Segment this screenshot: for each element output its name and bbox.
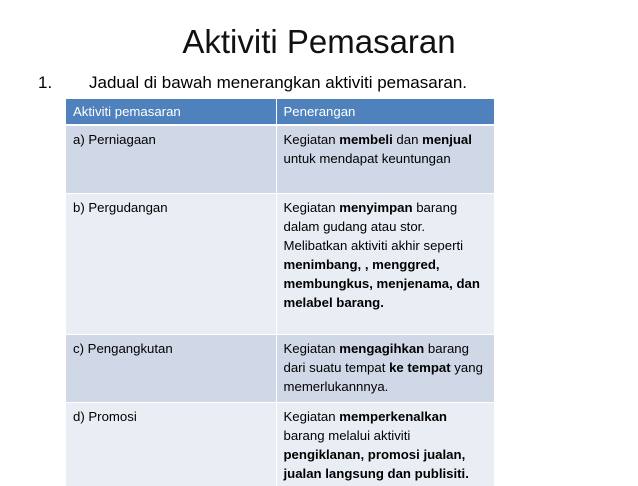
table-row	[66, 125, 494, 194]
table-row	[66, 194, 494, 335]
table-row	[66, 335, 494, 403]
table-header-row	[66, 99, 494, 125]
desc-bold: membeli	[339, 132, 393, 147]
desc-text: barang melalui aktiviti	[284, 428, 411, 443]
desc-text: Kegiatan	[284, 200, 340, 215]
slide-title: Aktiviti Pemasaran	[0, 22, 638, 62]
desc-bold: pengiklanan, promosi jualan, jualan langsung dan publisiti.	[284, 447, 469, 481]
desc-bold: ke tempat	[389, 360, 451, 375]
description-cell	[276, 335, 494, 403]
item-text: Jadual di bawah menerangkan aktiviti pemasaran.	[89, 73, 467, 92]
activity-cell: d) Promosi	[66, 403, 276, 486]
header-description: Penerangan	[276, 99, 494, 125]
desc-text: barang dalam gudang atau stor. Melibatkan aktiviti akhir seperti	[284, 200, 464, 253]
description-cell	[276, 125, 494, 194]
description-cell	[276, 403, 494, 486]
marketing-activities-table	[66, 99, 494, 486]
desc-text: Kegiatan	[284, 409, 340, 424]
activity-cell: b) Pergudangan	[66, 194, 276, 335]
table-row	[66, 403, 494, 486]
activity-cell: a) Perniagaan	[66, 125, 276, 194]
header-activity: Aktiviti pemasaran	[66, 99, 276, 125]
desc-bold: menimbang, , menggred, membungkus, menjenama, dan melabel barang.	[284, 257, 480, 310]
desc-bold: memperkenalkan	[339, 409, 447, 424]
desc-text: dan	[393, 132, 422, 147]
desc-bold: menyimpan	[339, 200, 412, 215]
desc-text: yang memerlukannnya.	[284, 360, 483, 394]
desc-text: untuk mendapat keuntungan	[284, 151, 451, 166]
description-cell	[276, 194, 494, 335]
activity-cell: c) Pengangkutan	[66, 335, 276, 403]
desc-text: barang dari suatu tempat	[284, 341, 469, 375]
desc-text: Kegiatan	[284, 341, 340, 356]
item-number: 1.	[38, 72, 89, 94]
desc-text: Kegiatan	[284, 132, 340, 147]
desc-bold: menjual	[422, 132, 472, 147]
desc-bold: mengagihkan	[339, 341, 424, 356]
question-item	[38, 72, 467, 94]
